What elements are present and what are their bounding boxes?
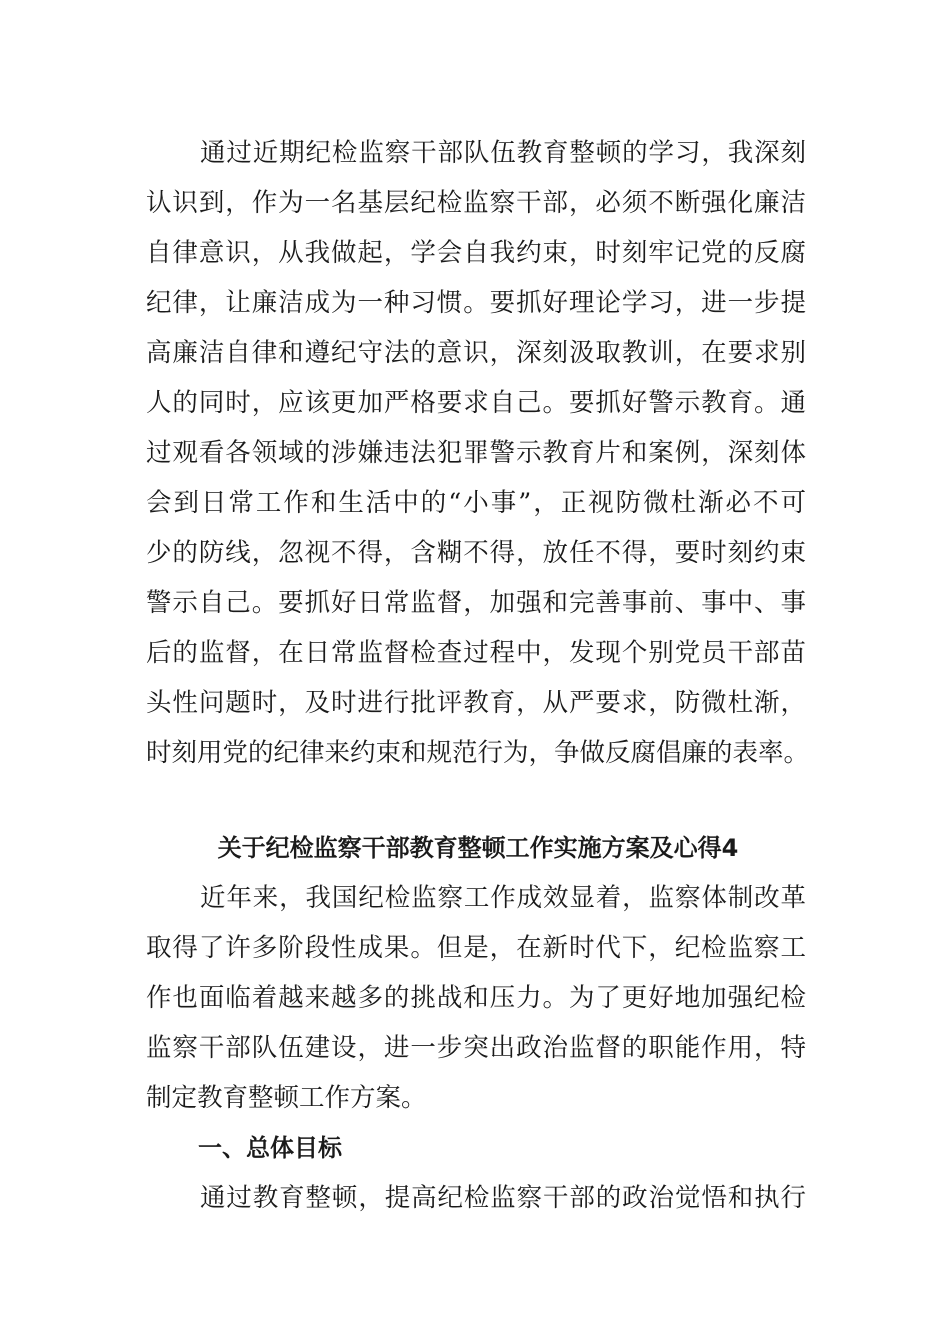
text-line: 少的防线，忽视不得，含糊不得，放任不得，要时刻约束 xyxy=(146,538,806,568)
text-line: 通过近期纪检监察干部队伍教育整顿的学习，我深刻 xyxy=(200,138,806,168)
text-line: 取得了许多阶段性成果。但是，在新时代下，纪检监察工 xyxy=(146,933,806,963)
body-paragraph xyxy=(146,128,810,778)
text-line: 认识到，作为一名基层纪检监察干部，必须不断强化廉洁 xyxy=(146,188,806,218)
text-line: 头性问题时，及时进行批评教育，从严要求，防微杜渐， xyxy=(146,688,806,718)
text-line: 近年来，我国纪检监察工作成效显着，监察体制改革 xyxy=(200,883,806,913)
text-line: 人的同时，应该更加严格要求自己。要抓好警示教育。通 xyxy=(146,388,806,418)
text-line: 后的监督，在日常监督检查过程中，发现个别党员干部苗 xyxy=(146,638,806,668)
text-line: 监察干部队伍建设，进一步突出政治监督的职能作用，特 xyxy=(146,1033,806,1063)
text-line: 警示自己。要抓好日常监督，加强和完善事前、事中、事 xyxy=(146,588,806,618)
body-paragraph xyxy=(146,873,806,1123)
text-line: 纪律，让廉洁成为一种习惯。要抓好理论学习，进一步提 xyxy=(146,288,806,318)
text-line: 制定教育整顿工作方案。 xyxy=(146,1083,427,1113)
section-title: 关于纪检监察干部教育整顿工作实施方案及心得4 xyxy=(217,834,739,862)
text-line: 会到日常工作和生活中的“小事”，正视防微杜渐必不可 xyxy=(146,488,806,518)
body-paragraph xyxy=(146,1173,806,1223)
text-line: 高廉洁自律和遵纪守法的意识，深刻汲取教训，在要求别 xyxy=(146,338,806,368)
subheading: 一、总体目标 xyxy=(198,1134,342,1162)
text-line: 自律意识，从我做起，学会自我约束，时刻牢记党的反腐 xyxy=(146,238,806,268)
text-line: 通过教育整顿，提高纪检监察干部的政治觉悟和执行 xyxy=(200,1183,806,1213)
text-line: 时刻用党的纪律来约束和规范行为，争做反腐倡廉的表率。 xyxy=(146,738,810,768)
text-line: 作也面临着越来越多的挑战和压力。为了更好地加强纪检 xyxy=(146,983,806,1013)
text-line: 过观看各领域的涉嫌违法犯罪警示教育片和案例，深刻体 xyxy=(146,438,806,468)
